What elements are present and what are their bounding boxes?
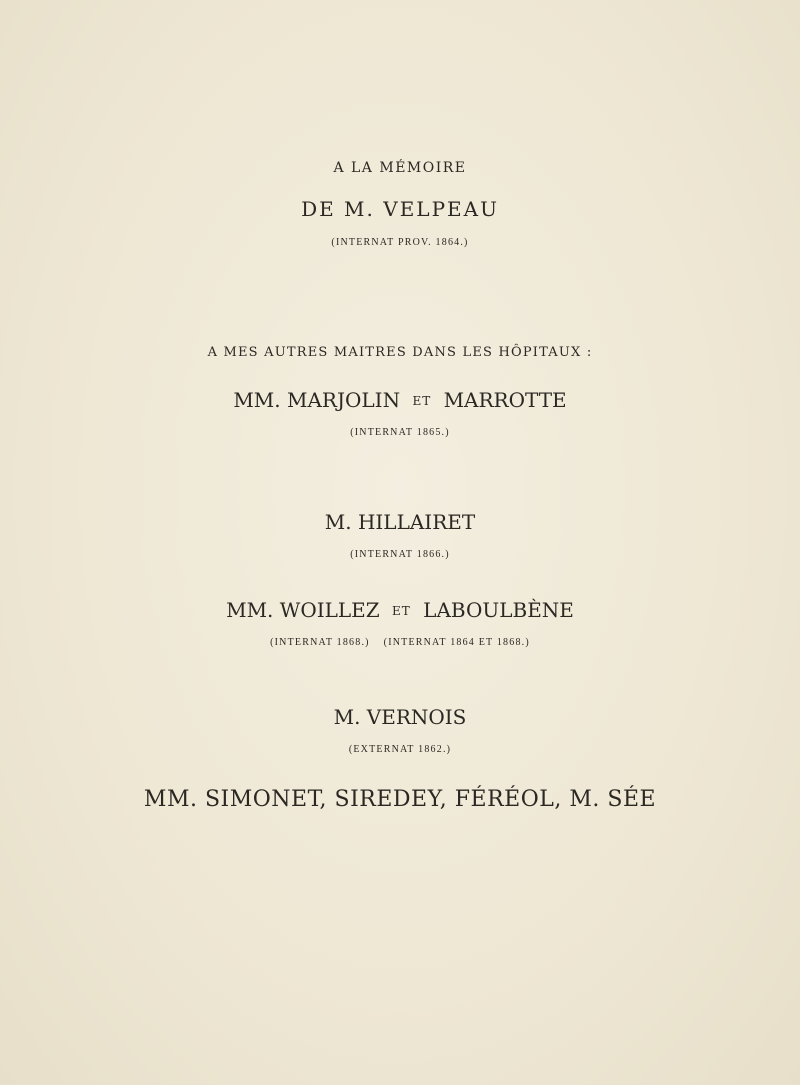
marrotte-name: MARROTTE [443,388,567,412]
woillez-laboulbene-names [0,598,800,622]
woillez-laboulbene-notes [0,637,800,648]
memorial-heading: A LA MÉMOIRE [333,160,467,176]
velpeau-note: (INTERNAT PROV. 1864.) [331,237,469,248]
woillez-name: MM. WOILLEZ [226,598,380,622]
velpeau-name: DE M. VELPEAU [301,197,499,221]
et-conjunction: ET [392,604,411,618]
hillairet-name: M. HILLAIRET [324,510,476,534]
marjolin-name: MM. MARJOLIN [233,388,401,412]
laboulbene-name: LABOULBÈNE [423,598,574,622]
woillez-note: (INTERNAT 1868.) [270,637,370,648]
other-masters-heading: A MES AUTRES MAITRES DANS LES HÔPITAUX : [207,345,593,360]
hillairet-note: (INTERNAT 1866.) [350,549,450,560]
marjolin-marrotte-names [0,388,800,412]
vernois-name: M. VERNOIS [333,705,467,729]
laboulbene-note: (INTERNAT 1864 ET 1868.) [383,637,530,648]
et-conjunction: ET [412,394,432,408]
marjolin-marrotte-note: (INTERNAT 1865.) [350,427,450,438]
final-names: MM. SIMONET, SIREDEY, FÉRÉOL, M. SÉE [143,787,657,812]
vernois-note: (EXTERNAT 1862.) [348,744,452,755]
